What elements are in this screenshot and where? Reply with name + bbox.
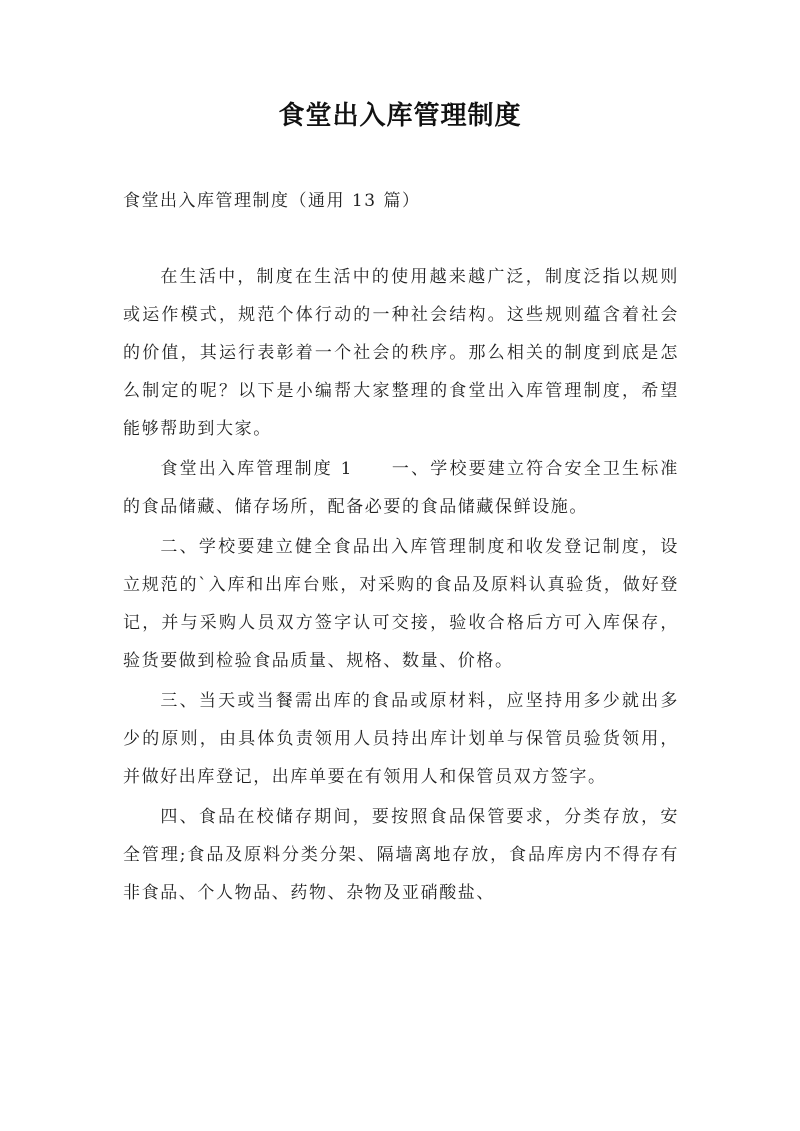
paragraph-section-2: 二、学校要建立健全食品出入库管理制度和收发登记制度，设立规范的`入库和出库台账，对采购的食品及原料认真验货，做好登记，并与采购人员双方签字认可交接，验收合格后方可入库保存，验货要做到检验食品质量、规格、数量、价格。 (123, 537, 679, 671)
paragraph-section-3: 三、当天或当餐需出库的食品或原材料，应坚持用多少就出多少的原则，由具体负责领用人员持出库计划单与保管员验货领用，并做好出库登记，出库单要在有领用人和保管员双方签字。 (123, 691, 679, 787)
paragraph-intro: 在生活中，制度在生活中的使用越来越广泛，制度泛指以规则或运作模式，规范个体行动的一种社会结构。这些规则蕴含着社会的价值，其运行表彰着一个社会的秩序。那么相关的制度到底是怎么制定的呢？以下是小编帮大家整理的食堂出入库管理制度，希望能够帮助到大家。 (123, 267, 679, 439)
document-body (123, 258, 679, 912)
document-subtitle: 食堂出入库管理制度（通用 13 篇） (123, 191, 421, 211)
paragraph-section-4: 四、食品在校储存期间，要按照食品保管要求，分类存放，安全管理;食品及原料分类分架、隔墙离地存放，食品库房内不得存有非食品、个人物品、药物、杂物及亚硝酸盐、 (123, 807, 679, 903)
document-title: 食堂出入库管理制度 (278, 101, 522, 131)
paragraph-section-1: 食堂出入库管理制度 1 一、学校要建立符合安全卫生标准的食品储藏、储存场所，配备必要的食品储藏保鲜设施。 (123, 459, 679, 517)
